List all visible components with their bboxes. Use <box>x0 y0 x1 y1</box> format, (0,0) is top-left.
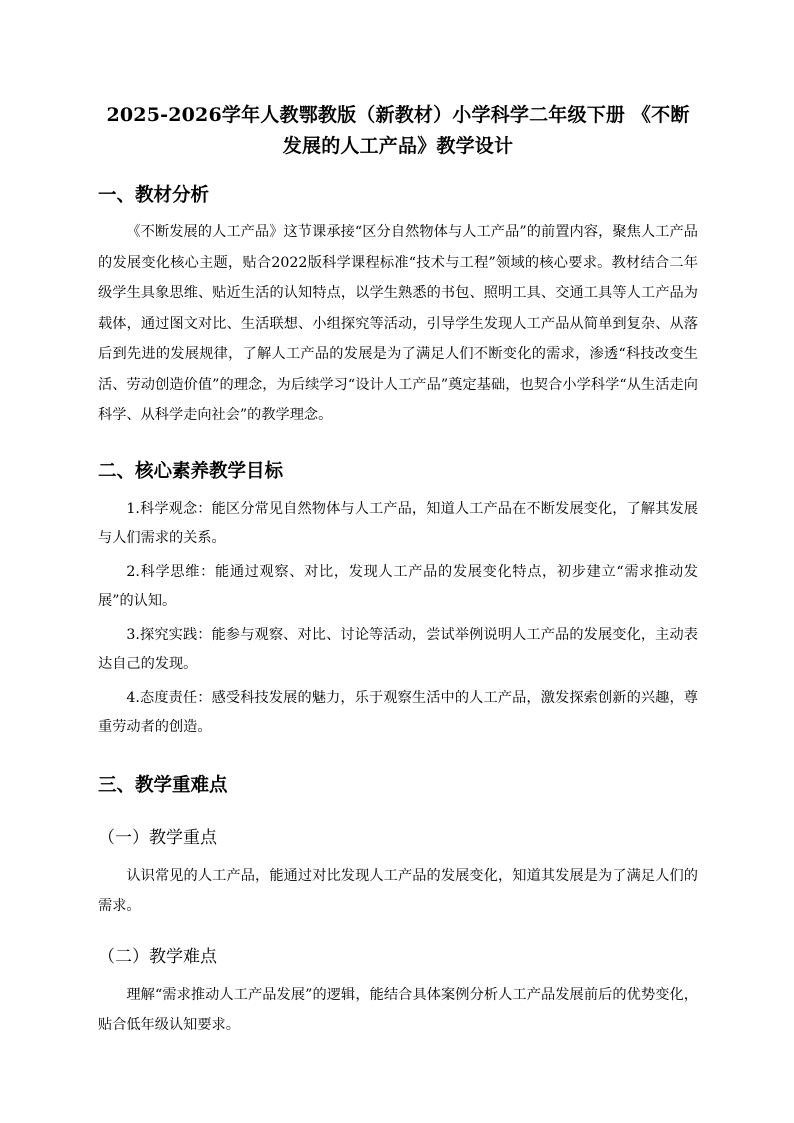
teaching-goals-list <box>98 495 698 743</box>
document-title: 2025-2026学年人教鄂教版（新教材）小学科学二年级下册 《不断发展的人工产品》教学设计 <box>106 104 690 157</box>
section-heading-textbook-analysis: 一、教材分析 <box>98 185 210 206</box>
goal-item-scientific-concept: 1.科学观念：能区分常见自然物体与人工产品，知道人工产品在不断发展变化，了解其发展与人们需求的关系。 <box>98 500 698 546</box>
subheading-key-points: （一）教学重点 <box>98 827 217 848</box>
section-heading-key-difficult-points: 三、教学重难点 <box>98 774 228 796</box>
key-points-paragraph: 认识常见的人工产品，能通过对比发现人工产品的发展变化，知道其发展是为了满足人们的需求。 <box>98 867 698 914</box>
goal-item-attitude-responsibility: 4.态度责任：感受科技发展的魅力，乐于观察生活中的人工产品，激发探索创新的兴趣，尊重劳动者的创造。 <box>98 689 698 735</box>
goal-item-inquiry-practice: 3.探究实践：能参与观察、对比、讨论等活动，尝试举例说明人工产品的发展变化，主动表达自己的发现。 <box>98 626 698 672</box>
section-heading-teaching-goals: 二、核心素养教学目标 <box>98 460 284 482</box>
textbook-analysis-paragraph: 《不断发展的人工产品》这节课承接“区分自然物体与人工产品”的前置内容，聚焦人工产品的发展变化核心主题，贴合2022版科学课程标准“技术与工程”领域的核心要求。教材结合二年级学生具象思维、贴近生活的认知特点，以学生熟悉的书包、照明工具、交通工具等人工产品为载体，通过图文对比、生活联想、小组探究等活动，引导学生发现人工产品从简单到复杂、从落后到先进的发展规律，了解人工产品的发展是为了满足人们不断变化的需求，渗透“科技改变生活、劳动创造价值”的理念，为后续学习“设计人工产品”奠定基础，也契合小学科学“从生活走向科学、从科学走向社会”的教学理念。 <box>98 224 698 423</box>
difficult-points-paragraph: 理解“需求推动人工产品发展”的逻辑，能结合具体案例分析人工产品发展前后的优势变化，贴合低年级认知要求。 <box>98 986 698 1033</box>
goal-item-scientific-thinking: 2.科学思维：能通过观察、对比，发现人工产品的发展变化特点，初步建立“需求推动发展”的认知。 <box>98 563 698 609</box>
subheading-difficult-points: （二）教学难点 <box>98 946 217 967</box>
